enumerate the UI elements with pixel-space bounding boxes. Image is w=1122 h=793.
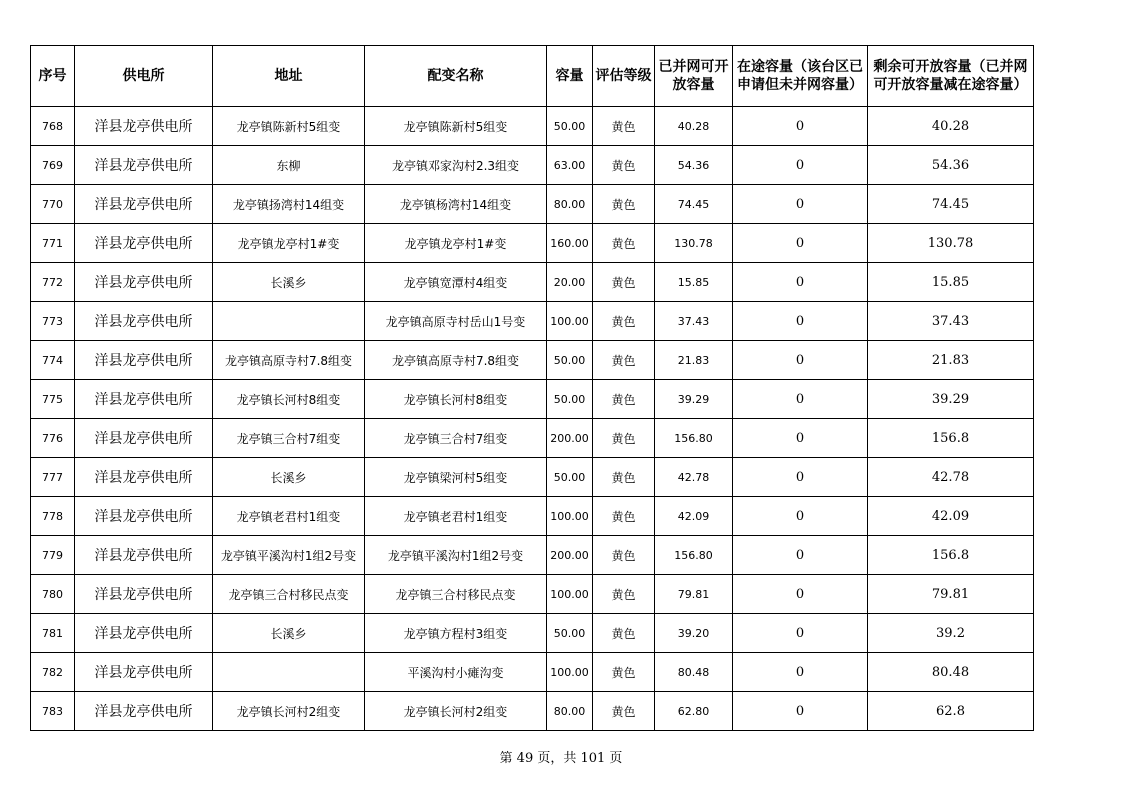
cell-seq: 772 xyxy=(31,263,75,302)
cell-open-capacity: 42.09 xyxy=(655,497,733,536)
table-row xyxy=(31,536,1034,575)
cell-office: 洋县龙亭供电所 xyxy=(75,341,213,380)
cell-remaining: 37.43 xyxy=(868,302,1034,341)
header-seq: 序号 xyxy=(31,46,75,107)
cell-remaining: 156.8 xyxy=(868,419,1034,458)
cell-in-transit: 0 xyxy=(733,653,868,692)
cell-capacity: 200.00 xyxy=(547,536,593,575)
cell-office: 洋县龙亭供电所 xyxy=(75,107,213,146)
cell-in-transit: 0 xyxy=(733,692,868,731)
cell-seq: 781 xyxy=(31,614,75,653)
cell-grade: 黄色 xyxy=(593,302,655,341)
cell-capacity: 80.00 xyxy=(547,692,593,731)
header-row xyxy=(31,46,1034,107)
cell-remaining: 130.78 xyxy=(868,224,1034,263)
cell-seq: 770 xyxy=(31,185,75,224)
cell-transformer-name: 龙亭镇杨湾村14组变 xyxy=(365,185,547,224)
table-row xyxy=(31,224,1034,263)
cell-address: 东柳 xyxy=(213,146,365,185)
cell-capacity: 100.00 xyxy=(547,653,593,692)
cell-capacity: 100.00 xyxy=(547,302,593,341)
cell-address: 龙亭镇龙亭村1#变 xyxy=(213,224,365,263)
cell-grade: 黄色 xyxy=(593,536,655,575)
cell-open-capacity: 15.85 xyxy=(655,263,733,302)
cell-in-transit: 0 xyxy=(733,185,868,224)
cell-capacity: 50.00 xyxy=(547,380,593,419)
cell-seq: 773 xyxy=(31,302,75,341)
cell-grade: 黄色 xyxy=(593,614,655,653)
cell-capacity: 50.00 xyxy=(547,458,593,497)
cell-transformer-name: 龙亭镇高原寺村7.8组变 xyxy=(365,341,547,380)
table-row xyxy=(31,653,1034,692)
cell-in-transit: 0 xyxy=(733,497,868,536)
cell-office: 洋县龙亭供电所 xyxy=(75,419,213,458)
cell-address: 龙亭镇扬湾村14组变 xyxy=(213,185,365,224)
cell-seq: 778 xyxy=(31,497,75,536)
cell-office: 洋县龙亭供电所 xyxy=(75,263,213,302)
cell-address: 龙亭镇三合村移民点变 xyxy=(213,575,365,614)
page-footer: 第 49 页，共 101 页 xyxy=(499,751,623,766)
cell-grade: 黄色 xyxy=(593,380,655,419)
cell-seq: 782 xyxy=(31,653,75,692)
cell-open-capacity: 156.80 xyxy=(655,419,733,458)
cell-address: 龙亭镇陈新村5组变 xyxy=(213,107,365,146)
cell-office: 洋县龙亭供电所 xyxy=(75,458,213,497)
table-row xyxy=(31,575,1034,614)
table-row xyxy=(31,692,1034,731)
cell-in-transit: 0 xyxy=(733,224,868,263)
cell-seq: 774 xyxy=(31,341,75,380)
cell-grade: 黄色 xyxy=(593,419,655,458)
cell-grade: 黄色 xyxy=(593,107,655,146)
cell-capacity: 50.00 xyxy=(547,614,593,653)
cell-in-transit: 0 xyxy=(733,458,868,497)
cell-remaining: 74.45 xyxy=(868,185,1034,224)
header-grade: 评估等级 xyxy=(593,46,655,107)
cell-remaining: 39.2 xyxy=(868,614,1034,653)
cell-grade: 黄色 xyxy=(593,575,655,614)
cell-office: 洋县龙亭供电所 xyxy=(75,185,213,224)
cell-in-transit: 0 xyxy=(733,575,868,614)
cell-seq: 771 xyxy=(31,224,75,263)
cell-office: 洋县龙亭供电所 xyxy=(75,692,213,731)
cell-grade: 黄色 xyxy=(593,185,655,224)
cell-open-capacity: 39.20 xyxy=(655,614,733,653)
capacity-table xyxy=(30,45,1034,731)
cell-open-capacity: 42.78 xyxy=(655,458,733,497)
cell-office: 洋县龙亭供电所 xyxy=(75,653,213,692)
cell-open-capacity: 40.28 xyxy=(655,107,733,146)
cell-seq: 768 xyxy=(31,107,75,146)
cell-remaining: 80.48 xyxy=(868,653,1034,692)
cell-remaining: 62.8 xyxy=(868,692,1034,731)
cell-transformer-name: 龙亭镇宽潭村4组变 xyxy=(365,263,547,302)
cell-in-transit: 0 xyxy=(733,614,868,653)
cell-office: 洋县龙亭供电所 xyxy=(75,380,213,419)
cell-in-transit: 0 xyxy=(733,146,868,185)
cell-address: 长溪乡 xyxy=(213,458,365,497)
cell-transformer-name: 龙亭镇龙亭村1#变 xyxy=(365,224,547,263)
cell-office: 洋县龙亭供电所 xyxy=(75,146,213,185)
cell-capacity: 100.00 xyxy=(547,575,593,614)
table-row xyxy=(31,614,1034,653)
cell-address xyxy=(213,302,365,341)
cell-grade: 黄色 xyxy=(593,458,655,497)
cell-address: 龙亭镇长河村8组变 xyxy=(213,380,365,419)
cell-address: 龙亭镇长河村2组变 xyxy=(213,692,365,731)
cell-capacity: 63.00 xyxy=(547,146,593,185)
cell-transformer-name: 龙亭镇三合村移民点变 xyxy=(365,575,547,614)
cell-open-capacity: 54.36 xyxy=(655,146,733,185)
cell-grade: 黄色 xyxy=(593,653,655,692)
cell-seq: 769 xyxy=(31,146,75,185)
cell-grade: 黄色 xyxy=(593,224,655,263)
cell-remaining: 42.09 xyxy=(868,497,1034,536)
table-row xyxy=(31,185,1034,224)
header-open-capacity: 已并网可开放容量 xyxy=(655,46,733,107)
cell-in-transit: 0 xyxy=(733,107,868,146)
cell-capacity: 160.00 xyxy=(547,224,593,263)
cell-office: 洋县龙亭供电所 xyxy=(75,224,213,263)
table-row xyxy=(31,302,1034,341)
cell-grade: 黄色 xyxy=(593,263,655,302)
cell-in-transit: 0 xyxy=(733,536,868,575)
cell-address: 龙亭镇高原寺村7.8组变 xyxy=(213,341,365,380)
header-office: 供电所 xyxy=(75,46,213,107)
cell-remaining: 54.36 xyxy=(868,146,1034,185)
cell-remaining: 156.8 xyxy=(868,536,1034,575)
header-capacity: 容量 xyxy=(547,46,593,107)
cell-office: 洋县龙亭供电所 xyxy=(75,614,213,653)
cell-open-capacity: 130.78 xyxy=(655,224,733,263)
header-in-transit: 在途容量（该台区已申请但未并网容量） xyxy=(733,46,868,107)
cell-address: 龙亭镇平溪沟村1组2号变 xyxy=(213,536,365,575)
cell-open-capacity: 79.81 xyxy=(655,575,733,614)
cell-open-capacity: 37.43 xyxy=(655,302,733,341)
cell-address: 长溪乡 xyxy=(213,263,365,302)
cell-transformer-name: 龙亭镇平溪沟村1组2号变 xyxy=(365,536,547,575)
table-row xyxy=(31,341,1034,380)
cell-seq: 779 xyxy=(31,536,75,575)
cell-office: 洋县龙亭供电所 xyxy=(75,302,213,341)
cell-remaining: 40.28 xyxy=(868,107,1034,146)
table-row xyxy=(31,380,1034,419)
cell-office: 洋县龙亭供电所 xyxy=(75,575,213,614)
table-row xyxy=(31,107,1034,146)
cell-in-transit: 0 xyxy=(733,380,868,419)
cell-remaining: 21.83 xyxy=(868,341,1034,380)
cell-grade: 黄色 xyxy=(593,341,655,380)
cell-remaining: 15.85 xyxy=(868,263,1034,302)
cell-transformer-name: 龙亭镇长河村2组变 xyxy=(365,692,547,731)
cell-in-transit: 0 xyxy=(733,263,868,302)
header-transformer-name: 配变名称 xyxy=(365,46,547,107)
cell-remaining: 39.29 xyxy=(868,380,1034,419)
cell-open-capacity: 80.48 xyxy=(655,653,733,692)
header-address: 地址 xyxy=(213,46,365,107)
cell-seq: 780 xyxy=(31,575,75,614)
cell-grade: 黄色 xyxy=(593,497,655,536)
cell-address xyxy=(213,653,365,692)
cell-transformer-name: 龙亭镇陈新村5组变 xyxy=(365,107,547,146)
cell-office: 洋县龙亭供电所 xyxy=(75,497,213,536)
cell-remaining: 79.81 xyxy=(868,575,1034,614)
cell-transformer-name: 平溪沟村小瘫沟变 xyxy=(365,653,547,692)
cell-capacity: 200.00 xyxy=(547,419,593,458)
cell-seq: 777 xyxy=(31,458,75,497)
cell-address: 长溪乡 xyxy=(213,614,365,653)
cell-seq: 775 xyxy=(31,380,75,419)
cell-transformer-name: 龙亭镇邓家沟村2.3组变 xyxy=(365,146,547,185)
cell-remaining: 42.78 xyxy=(868,458,1034,497)
cell-open-capacity: 39.29 xyxy=(655,380,733,419)
cell-open-capacity: 156.80 xyxy=(655,536,733,575)
cell-in-transit: 0 xyxy=(733,341,868,380)
cell-capacity: 100.00 xyxy=(547,497,593,536)
cell-capacity: 50.00 xyxy=(547,341,593,380)
cell-transformer-name: 龙亭镇高原寺村岳山1号变 xyxy=(365,302,547,341)
cell-capacity: 20.00 xyxy=(547,263,593,302)
cell-capacity: 80.00 xyxy=(547,185,593,224)
cell-transformer-name: 龙亭镇梁河村5组变 xyxy=(365,458,547,497)
table-row xyxy=(31,419,1034,458)
cell-open-capacity: 21.83 xyxy=(655,341,733,380)
cell-transformer-name: 龙亭镇老君村1组变 xyxy=(365,497,547,536)
cell-open-capacity: 74.45 xyxy=(655,185,733,224)
cell-office: 洋县龙亭供电所 xyxy=(75,536,213,575)
cell-grade: 黄色 xyxy=(593,692,655,731)
cell-seq: 776 xyxy=(31,419,75,458)
cell-grade: 黄色 xyxy=(593,146,655,185)
cell-transformer-name: 龙亭镇长河村8组变 xyxy=(365,380,547,419)
cell-capacity: 50.00 xyxy=(547,107,593,146)
table-body xyxy=(31,107,1034,731)
table-row xyxy=(31,497,1034,536)
cell-in-transit: 0 xyxy=(733,302,868,341)
cell-in-transit: 0 xyxy=(733,419,868,458)
cell-address: 龙亭镇三合村7组变 xyxy=(213,419,365,458)
cell-transformer-name: 龙亭镇三合村7组变 xyxy=(365,419,547,458)
table-row xyxy=(31,458,1034,497)
header-remaining: 剩余可开放容量（已并网可开放容量减在途容量） xyxy=(868,46,1034,107)
cell-transformer-name: 龙亭镇方程村3组变 xyxy=(365,614,547,653)
cell-open-capacity: 62.80 xyxy=(655,692,733,731)
cell-seq: 783 xyxy=(31,692,75,731)
table-row xyxy=(31,146,1034,185)
cell-address: 龙亭镇老君村1组变 xyxy=(213,497,365,536)
table-row xyxy=(31,263,1034,302)
